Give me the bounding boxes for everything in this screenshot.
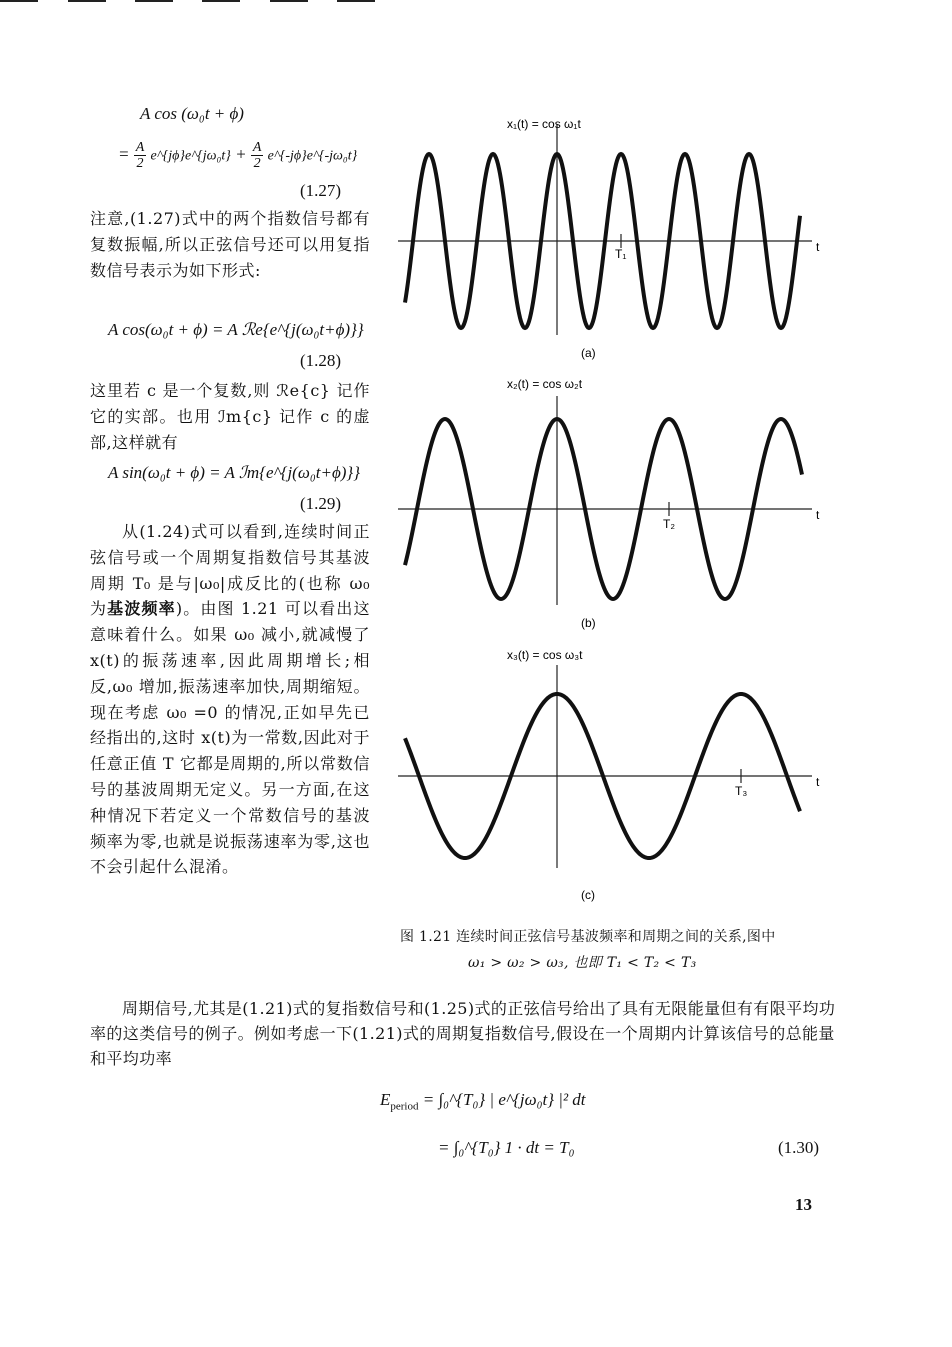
axis-label-t: t <box>816 240 820 254</box>
period-label: T₂ <box>663 517 675 531</box>
eq-1-27-term2: e^{-jϕ}e^{-jω₀t} <box>267 148 358 164</box>
figure-caption <box>400 924 850 976</box>
period-label: T₃ <box>735 784 748 798</box>
eq-1-27-eq-sign: = <box>118 144 130 164</box>
eq-1-27-frac-2: $\frac{A}{2}$ <box>252 140 262 171</box>
eq-1-27-line1: A cos (ω₀t + ϕ) <box>140 104 244 123</box>
eq-1-30-number: (1.30) <box>778 1138 820 1157</box>
eq-1-29-number: (1.29) <box>300 494 342 513</box>
term-fundamental-frequency: 基波频率 <box>107 599 176 619</box>
panel-a <box>398 117 820 360</box>
panel-sub-label: (b) <box>581 616 596 630</box>
eq-1-28: A cos(ω₀t + ϕ) = A ℛe{e^{j(ω₀t+ϕ)}} <box>108 320 364 339</box>
panel-c <box>398 648 820 902</box>
eq-1-28-number: (1.28) <box>300 351 342 370</box>
paragraph-real-imag: 这里若 c 是一个复数,则 ℛe{c} 记作它的实部。也用 ℐm{c} 记作 c 的虚部,这样就有 <box>90 381 370 452</box>
eq-1-30-line2: = ∫₀^{T₀} 1 · dt = T₀ <box>438 1138 575 1157</box>
caption-line-2: ω₁ > ω₂ > ω₃, 也即 T₁ < T₂ < T₃ <box>468 955 697 971</box>
axis-label-t: t <box>816 508 820 522</box>
eq-1-30-lhs: E <box>380 1090 391 1109</box>
eq-1-30-lhs-sub: period <box>390 1100 419 1113</box>
eq-1-27-number: (1.27) <box>300 181 342 200</box>
eq-1-30-line1 <box>380 1090 586 1112</box>
paragraph-periodic-energy: 周期信号,尤其是(1.21)式的复指数信号和(1.25)式的正弦信号给出了具有无限能量但有有限平均功率的这类信号的例子。例如考虑一下(1.21)式的周期复指数信号,假设在一个周期内计算该信号的总能量和平均功率 <box>90 999 836 1068</box>
eq-1-29: A sin(ω₀t + ϕ) = A ℐm{e^{j(ω₀t+ϕ)}} <box>108 463 361 482</box>
eq-1-27-plus: + <box>235 144 247 164</box>
eq-1-30-rhs1: = ∫₀^{T₀} | e^{jω₀t} |² dt <box>422 1090 586 1109</box>
paragraph-note: 注意,(1.27)式中的两个指数信号都有复数振幅,所以正弦信号还可以用复指数信号表示为如下形式: <box>90 209 370 280</box>
panel-title: x₂(t) = cos ω₂t <box>507 377 583 391</box>
page-number: 13 <box>795 1195 812 1214</box>
eq-1-27-term1: e^{jϕ}e^{jω₀t} <box>150 148 231 164</box>
panel-title: x₃(t) = cos ω₃t <box>507 648 583 662</box>
period-label: T₁ <box>615 247 627 261</box>
para3-text-b: )。由图 1.21 可以看出这意味着什么。如果 ω₀ 减小,就减慢了x(t)的振荡速率,因此周期增长;相反,ω₀ 增加,振荡速率加快,周期缩短。现在考虑 ω₀ =0 的情况,正如早先已经指出的,这时 x(t)为一常数,因此对于任意正值 T 它都是周期的,所以常数信号的基波周期无定义。另一方面,在这种情况下若定义一个常数信号的基波频率为零,也就是说振荡速率为零,这也不会引起什么混淆。 <box>90 599 370 877</box>
eq-1-27-frac-1: $\frac{A}{2}$ <box>135 140 145 171</box>
caption-line-1: 图 1.21 连续时间正弦信号基波频率和周期之间的关系,图中 <box>400 929 776 945</box>
para3-text-a: 从(1.24)式可以看到,连续时间正弦信号或一个周期复指数信号其基波周期 T₀ 是与|ω₀|成反比的(也称 ω₀ 为 <box>90 522 370 619</box>
axis-label-t: t <box>816 775 820 789</box>
panel-title: x₁(t) = cos ω₁t <box>507 117 581 131</box>
panel-sub-label: (c) <box>581 888 595 902</box>
panel-b <box>398 377 820 630</box>
panel-sub-label: (a) <box>581 346 596 360</box>
